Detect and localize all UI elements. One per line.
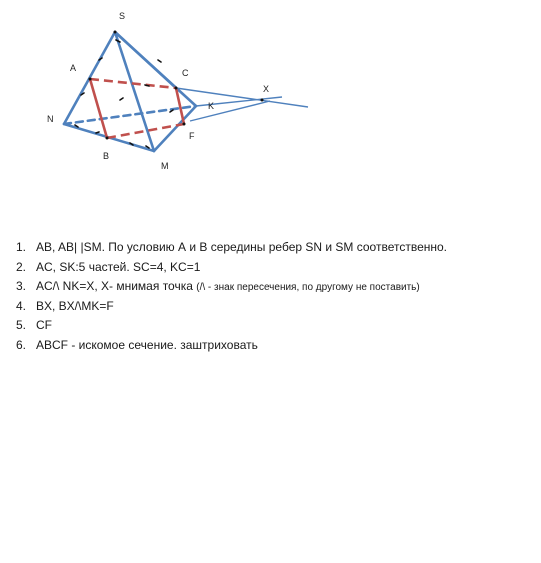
step-5 — [16, 316, 536, 336]
label-m: M — [161, 161, 169, 171]
step-1 — [16, 238, 536, 258]
step-2 — [16, 258, 536, 278]
label-k: K — [208, 101, 215, 111]
point-x-marker — [261, 99, 264, 102]
step-text: CF — [36, 318, 52, 332]
edge-nk-hidden — [64, 106, 196, 124]
label-a: A — [70, 63, 77, 73]
step-text: AC/\ NK=X, X- мнимая точка — [36, 279, 197, 293]
label-b: B — [103, 151, 110, 161]
step-3 — [16, 277, 536, 297]
label-s: S — [119, 11, 126, 21]
point-c-marker — [175, 87, 178, 90]
line-fx — [190, 101, 270, 121]
label-x: X — [263, 84, 270, 94]
label-c: C — [182, 68, 189, 78]
step-number: 1. — [16, 240, 27, 254]
pyramid-diagram — [0, 0, 541, 230]
section-ab — [90, 79, 107, 138]
solution-steps — [16, 238, 536, 355]
edge-mk — [154, 106, 196, 151]
point-f-marker — [183, 123, 186, 126]
step-6 — [16, 336, 536, 356]
step-number: 6. — [16, 337, 27, 352]
step-note: (/\ - знак пересечения, по другому не поставить) — [196, 282, 420, 293]
step-4 — [16, 297, 536, 317]
point-a-marker — [89, 78, 92, 81]
label-n: N — [47, 114, 54, 124]
step-number: 3. — [16, 279, 27, 293]
point-s-marker — [114, 31, 117, 34]
step-text: AC, SK:5 частей. SC=4, KC=1 — [36, 259, 201, 274]
step-text: ABCF - искомое сечение. заштриховать — [36, 337, 258, 352]
point-b-marker — [106, 137, 109, 140]
step-text: AB, AB| |SM. По условию А и В середины ребер SN и SM соответственно. — [36, 240, 448, 254]
step-number: 4. — [16, 298, 27, 313]
step-number: 5. — [16, 318, 27, 332]
step-number: 2. — [16, 259, 27, 274]
label-f: F — [189, 131, 195, 141]
step-text: BX, BX/\MK=F — [36, 298, 114, 313]
